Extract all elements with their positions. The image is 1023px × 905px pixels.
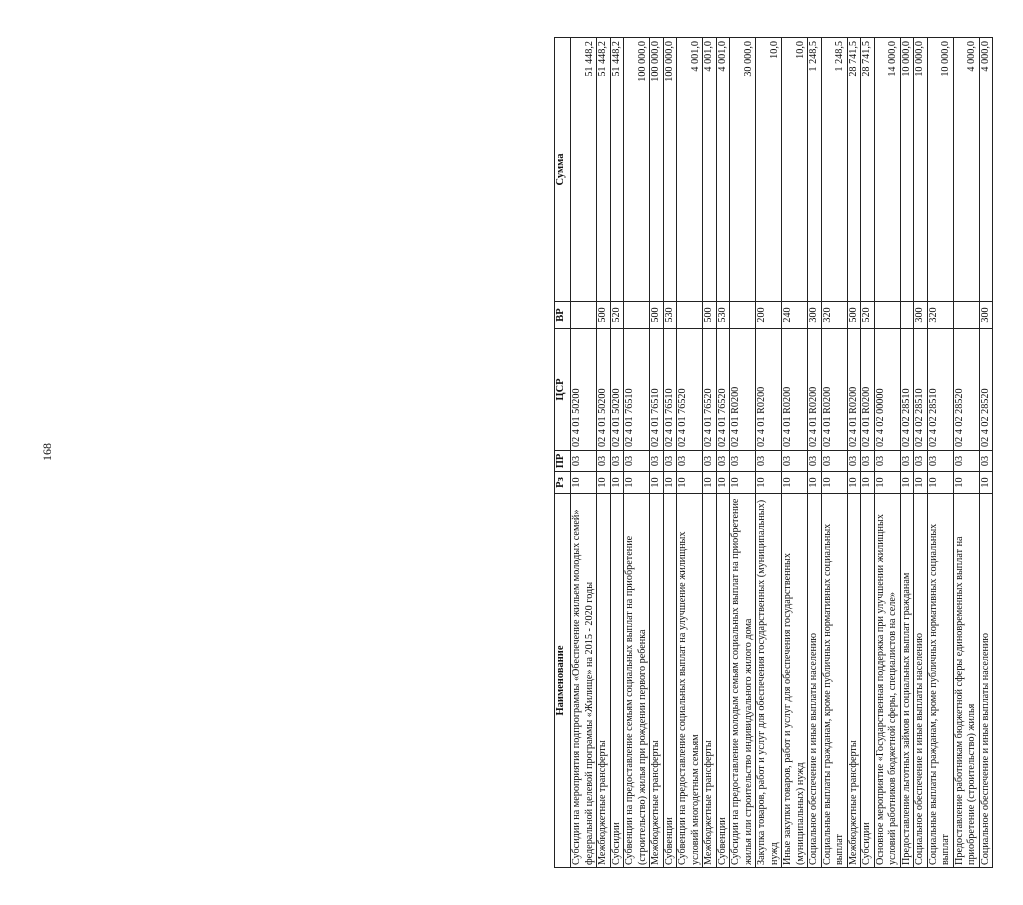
cell-rz: 10 <box>808 472 822 494</box>
cell-name: Основное мероприятие «Государственная поддержка при улучшении жилищных условий работников бюджетной сферы, специалистов на селе» <box>874 494 900 868</box>
cell-name: Субсидии <box>610 494 624 868</box>
cell-sum: 10 000,0 <box>900 38 914 302</box>
cell-csr: 02 4 01 R0200 <box>821 329 847 451</box>
cell-sum: 4 000,0 <box>979 38 993 302</box>
table-row <box>730 38 756 868</box>
cell-csr: 02 4 01 R0200 <box>756 329 782 451</box>
table-row <box>979 38 993 868</box>
header-csr: ЦСР <box>555 329 571 451</box>
cell-pr: 03 <box>821 451 847 472</box>
cell-sum: 51 448,2 <box>571 38 597 302</box>
cell-rz: 10 <box>874 472 900 494</box>
cell-name: Закупка товаров, работ и услуг для обеспечения государственных (муниципальных) нужд <box>756 494 782 868</box>
cell-name: Субвенции <box>663 494 677 868</box>
cell-sum: 51 448,2 <box>597 38 611 302</box>
cell-rz: 10 <box>821 472 847 494</box>
cell-name: Предоставление льготных займов и социальных выплат гражданам <box>900 494 914 868</box>
cell-pr: 03 <box>979 451 993 472</box>
cell-pr: 03 <box>677 451 703 472</box>
table-row <box>861 38 875 868</box>
cell-sum: 100 000,0 <box>650 38 664 302</box>
table-row <box>953 38 979 868</box>
page-number: 168 <box>40 443 54 461</box>
cell-name: Иные закупки товаров, работ и услуг для обеспечения государственных (муниципальных) нужд <box>782 494 808 868</box>
cell-csr: 02 4 02 28510 <box>927 329 953 451</box>
cell-name: Межбюджетные трансферты <box>703 494 717 868</box>
cell-name: Межбюджетные трансферты <box>597 494 611 868</box>
cell-pr: 03 <box>597 451 611 472</box>
cell-sum: 14 000,0 <box>874 38 900 302</box>
cell-vr: 240 <box>782 302 808 329</box>
cell-vr <box>677 302 703 329</box>
cell-pr: 03 <box>703 451 717 472</box>
cell-rz: 10 <box>703 472 717 494</box>
header-sum: Сумма <box>555 38 571 302</box>
cell-csr: 02 4 01 50200 <box>610 329 624 451</box>
cell-csr: 02 4 01 50200 <box>597 329 611 451</box>
cell-csr: 02 4 01 R0200 <box>730 329 756 451</box>
cell-name: Социальное обеспечение и иные выплаты населению <box>979 494 993 868</box>
cell-sum: 4 001,0 <box>716 38 730 302</box>
cell-rz: 10 <box>610 472 624 494</box>
cell-rz: 10 <box>756 472 782 494</box>
cell-vr <box>571 302 597 329</box>
cell-rz: 10 <box>847 472 861 494</box>
cell-vr: 520 <box>861 302 875 329</box>
cell-sum: 28 741,5 <box>847 38 861 302</box>
cell-pr: 03 <box>874 451 900 472</box>
cell-name: Субсидии на мероприятия подпрограммы «Обеспечение жильем молодых семей» федеральной целевой программы «Жилище» на 2015 - 2020 годы <box>571 494 597 868</box>
cell-sum: 4 001,0 <box>677 38 703 302</box>
cell-rz: 10 <box>782 472 808 494</box>
cell-csr: 02 4 01 76520 <box>677 329 703 451</box>
table-row <box>821 38 847 868</box>
cell-pr: 03 <box>650 451 664 472</box>
cell-rz: 10 <box>716 472 730 494</box>
cell-csr: 02 4 01 R0200 <box>847 329 861 451</box>
table-row <box>677 38 703 868</box>
cell-vr: 300 <box>914 302 928 329</box>
cell-csr: 02 4 01 76510 <box>650 329 664 451</box>
cell-vr: 320 <box>927 302 953 329</box>
table-row <box>663 38 677 868</box>
cell-csr: 02 4 01 50200 <box>571 329 597 451</box>
cell-csr: 02 4 01 R0200 <box>782 329 808 451</box>
table-row <box>927 38 953 868</box>
cell-vr: 530 <box>663 302 677 329</box>
table-row <box>624 38 650 868</box>
cell-rz: 10 <box>663 472 677 494</box>
cell-pr: 03 <box>847 451 861 472</box>
cell-pr: 03 <box>782 451 808 472</box>
cell-pr: 03 <box>927 451 953 472</box>
cell-name: Субвенции <box>716 494 730 868</box>
cell-name: Субвенции на предоставление социальных выплат на улучшение жилищных условий многодетным семьям <box>677 494 703 868</box>
cell-pr: 03 <box>663 451 677 472</box>
cell-pr: 03 <box>861 451 875 472</box>
cell-vr: 320 <box>821 302 847 329</box>
header-vr: ВР <box>555 302 571 329</box>
budget-table <box>554 37 993 868</box>
cell-vr: 520 <box>610 302 624 329</box>
cell-csr: 02 4 01 R0200 <box>861 329 875 451</box>
table-row <box>900 38 914 868</box>
cell-rz: 10 <box>861 472 875 494</box>
cell-vr: 500 <box>847 302 861 329</box>
header-rz: Рз <box>555 472 571 494</box>
cell-sum: 30 000,0 <box>730 38 756 302</box>
table-row <box>808 38 822 868</box>
table-row <box>756 38 782 868</box>
cell-name: Межбюджетные трансферты <box>847 494 861 868</box>
cell-vr <box>900 302 914 329</box>
table-row <box>874 38 900 868</box>
cell-name: Субвенции на предоставление семьям социальных выплат на приобретение (строительство) жилья при рождении первого ребенка <box>624 494 650 868</box>
header-pr: ПР <box>555 451 571 472</box>
cell-csr: 02 4 02 28520 <box>979 329 993 451</box>
cell-rz: 10 <box>730 472 756 494</box>
table-row <box>782 38 808 868</box>
cell-csr: 02 4 01 76510 <box>663 329 677 451</box>
table-body <box>571 38 993 868</box>
cell-pr: 03 <box>914 451 928 472</box>
cell-csr: 02 4 01 76520 <box>703 329 717 451</box>
table-row <box>914 38 928 868</box>
cell-vr: 530 <box>716 302 730 329</box>
cell-csr: 02 4 02 00000 <box>874 329 900 451</box>
cell-pr: 03 <box>900 451 914 472</box>
table-row <box>650 38 664 868</box>
table-row <box>716 38 730 868</box>
cell-csr: 02 4 01 R0200 <box>808 329 822 451</box>
cell-rz: 10 <box>914 472 928 494</box>
cell-pr: 03 <box>716 451 730 472</box>
cell-rz: 10 <box>650 472 664 494</box>
cell-sum: 10,0 <box>782 38 808 302</box>
cell-vr: 500 <box>597 302 611 329</box>
table-row <box>847 38 861 868</box>
cell-vr: 200 <box>756 302 782 329</box>
table-row <box>571 38 597 868</box>
cell-name: Социальное обеспечение и иные выплаты населению <box>914 494 928 868</box>
cell-rz: 10 <box>677 472 703 494</box>
rotated-table-container <box>554 0 1023 865</box>
table-row <box>703 38 717 868</box>
cell-vr: 500 <box>703 302 717 329</box>
cell-vr <box>874 302 900 329</box>
cell-rz: 10 <box>597 472 611 494</box>
cell-rz: 10 <box>900 472 914 494</box>
cell-name: Социальное обеспечение и иные выплаты населению <box>808 494 822 868</box>
cell-csr: 02 4 01 76520 <box>716 329 730 451</box>
cell-pr: 03 <box>730 451 756 472</box>
cell-csr: 02 4 01 76510 <box>624 329 650 451</box>
cell-pr: 03 <box>953 451 979 472</box>
cell-sum: 10,0 <box>756 38 782 302</box>
cell-rz: 10 <box>624 472 650 494</box>
cell-csr: 02 4 02 28510 <box>914 329 928 451</box>
cell-csr: 02 4 02 28510 <box>900 329 914 451</box>
cell-vr <box>953 302 979 329</box>
cell-rz: 10 <box>927 472 953 494</box>
cell-pr: 03 <box>808 451 822 472</box>
cell-sum: 100 000,0 <box>663 38 677 302</box>
cell-sum: 51 448,2 <box>610 38 624 302</box>
cell-sum: 4 001,0 <box>703 38 717 302</box>
cell-vr <box>730 302 756 329</box>
cell-pr: 03 <box>610 451 624 472</box>
cell-vr <box>624 302 650 329</box>
cell-pr: 03 <box>571 451 597 472</box>
cell-csr: 02 4 02 28520 <box>953 329 979 451</box>
cell-rz: 10 <box>979 472 993 494</box>
table-row <box>610 38 624 868</box>
table-row <box>597 38 611 868</box>
cell-sum: 1 248,5 <box>808 38 822 302</box>
cell-sum: 28 741,5 <box>861 38 875 302</box>
cell-name: Субсидии <box>861 494 875 868</box>
cell-rz: 10 <box>571 472 597 494</box>
cell-sum: 1 248,5 <box>821 38 847 302</box>
cell-name: Межбюджетные трансферты <box>650 494 664 868</box>
cell-pr: 03 <box>624 451 650 472</box>
cell-sum: 10 000,0 <box>914 38 928 302</box>
header-name: Наименование <box>555 494 571 868</box>
cell-name: Предоставление работникам бюджетной сферы единовременных выплат на приобретение (строительство) жилья <box>953 494 979 868</box>
cell-vr: 500 <box>650 302 664 329</box>
table-header-row <box>555 38 571 868</box>
cell-sum: 100 000,0 <box>624 38 650 302</box>
cell-name: Социальные выплаты гражданам, кроме публичных нормативных социальных выплат <box>927 494 953 868</box>
cell-sum: 4 000,0 <box>953 38 979 302</box>
cell-name: Субсидии на предоставление молодым семьям социальных выплат на приобретение жилья или строительство индивидуального жилого дома <box>730 494 756 868</box>
cell-pr: 03 <box>756 451 782 472</box>
cell-sum: 10 000,0 <box>927 38 953 302</box>
cell-vr: 300 <box>979 302 993 329</box>
cell-rz: 10 <box>953 472 979 494</box>
cell-name: Социальные выплаты гражданам, кроме публичных нормативных социальных выплат <box>821 494 847 868</box>
cell-vr: 300 <box>808 302 822 329</box>
